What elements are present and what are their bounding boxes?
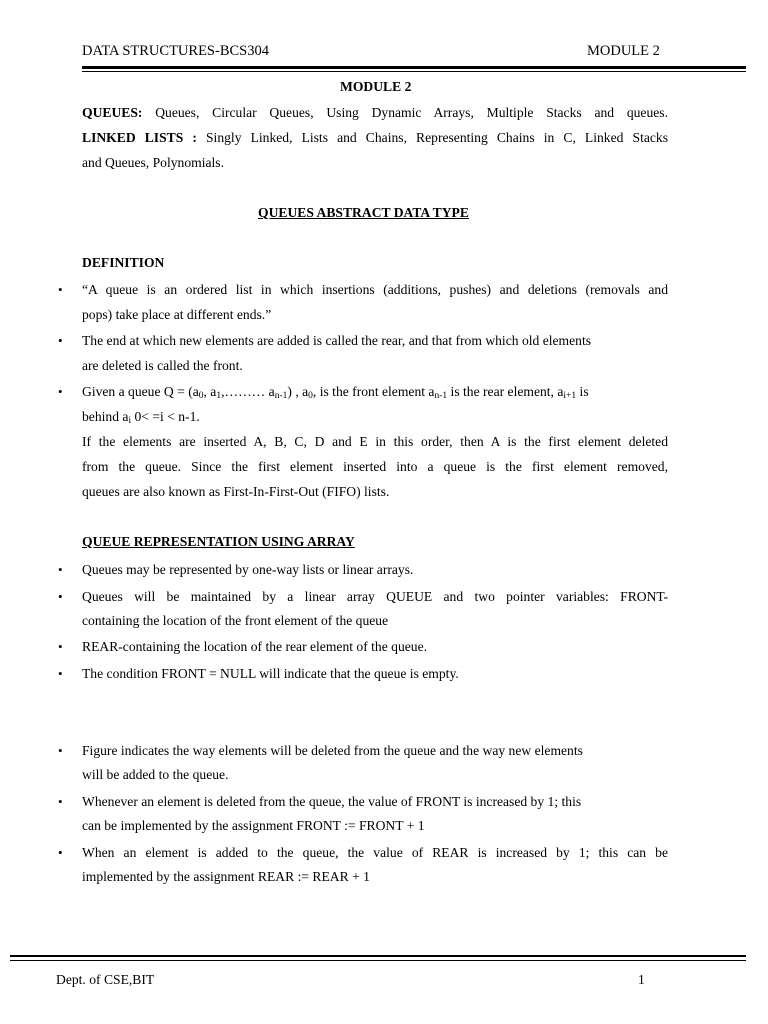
- array-bullet-5-line-1: Figure indicates the way elements will be deleted from the queue and the way new elements: [82, 743, 583, 758]
- header-course: DATA STRUCTURES-BCS304: [82, 43, 269, 59]
- def-bullet-3-line-2: behind $a_i$ 0< =i < n-1.: [82, 409, 200, 426]
- header-module: MODULE 2: [587, 43, 660, 59]
- linked-text-1: Singly Linked, Lists and Chains, Representing Chains in C, Linked Stacks: [205, 130, 669, 145]
- array-bullet-3: REAR-containing the location of the rear element of the queue.: [82, 639, 428, 654]
- linked-label: LINKED LISTS :: [82, 130, 197, 145]
- definition-heading: DEFINITION: [82, 255, 165, 270]
- footer-rule: [10, 955, 746, 957]
- bullet-icon: •: [58, 384, 63, 399]
- footer-dept: Dept. of CSE,BIT: [56, 972, 155, 987]
- fifo-paragraph-line-3: queues are also known as First-In-First-Out (FIFO) lists.: [82, 484, 390, 499]
- array-bullet-6-line-2: can be implemented by the assignment FRONT := FRONT + 1: [82, 818, 425, 833]
- fifo-paragraph-line-1: If the elements are inserted A, B, C, D and E in this order, then A is the first element deleted: [82, 434, 668, 449]
- array-bullet-5-line-2: will be added to the queue.: [82, 767, 229, 782]
- array-bullet-7-line-1: When an element is added to the queue, the value of REAR is increased by 1; this can be: [82, 845, 668, 860]
- section-heading-array: QUEUE REPRESENTATION USING ARRAY: [82, 534, 355, 549]
- bullet-icon: •: [58, 845, 63, 860]
- def-bullet-2-line-2: are deleted is called the front.: [82, 358, 243, 373]
- page-number: 1: [638, 972, 645, 987]
- bullet-icon: •: [58, 282, 63, 297]
- array-bullet-6-line-1: Whenever an element is deleted from the queue, the value of FRONT is increased by 1; this: [82, 794, 582, 809]
- array-bullet-4: The condition FRONT = NULL will indicate that the queue is empty.: [82, 666, 459, 681]
- header-rule: [82, 66, 746, 69]
- syllabus-linked-2: and Queues, Polynomials.: [82, 155, 224, 170]
- def-bullet-3-line-1: Given a queue $Q = (a_0$, $a_1,\dots\dots\dots$ $a_{n-1}$) , $a_0$, is the front element $a_{n-1}$ is the rear element, $a_{i+1}$ is: [82, 384, 589, 401]
- array-bullet-7-line-2: implemented by the assignment REAR := REAR + 1: [82, 869, 370, 884]
- queues-label: QUEUES:: [82, 105, 143, 120]
- syllabus-queues: [82, 104, 668, 122]
- array-bullet-2-line-2: containing the location of the front element of the queue: [82, 613, 389, 628]
- bullet-icon: •: [58, 639, 63, 654]
- footer-rule-thin: [10, 960, 746, 961]
- bullet-icon: •: [58, 743, 63, 758]
- array-bullet-2-line-1: Queues will be maintained by a linear array QUEUE and two pointer variables: FRONT-: [82, 589, 668, 604]
- syllabus-linked-1: [82, 129, 668, 147]
- section-heading-adt: QUEUES ABSTRACT DATA TYPE: [258, 205, 469, 220]
- bullet-icon: •: [58, 794, 63, 809]
- fifo-paragraph-line-2: from the queue. Since the first element inserted into a queue is the first element removed,: [82, 459, 668, 474]
- array-bullet-1: Queues may be represented by one-way lists or linear arrays.: [82, 562, 414, 577]
- bullet-icon: •: [58, 666, 63, 681]
- bullet-icon: •: [58, 562, 63, 577]
- page-title: MODULE 2: [340, 79, 412, 94]
- bullet-icon: •: [58, 333, 63, 348]
- header-rule-thin: [82, 71, 746, 72]
- bullet-icon: •: [58, 589, 63, 604]
- def-bullet-1-line-2: pops) take place at different ends.”: [82, 307, 272, 322]
- def-bullet-1-line-1: “A queue is an ordered list in which insertions (additions, pushes) and deletions (removals and: [82, 282, 668, 297]
- def-bullet-2-line-1: The end at which new elements are added is called the rear, and that from which old elements: [82, 333, 592, 348]
- queues-text: Queues, Circular Queues, Using Dynamic Arrays, Multiple Stacks and queues.: [155, 105, 668, 120]
